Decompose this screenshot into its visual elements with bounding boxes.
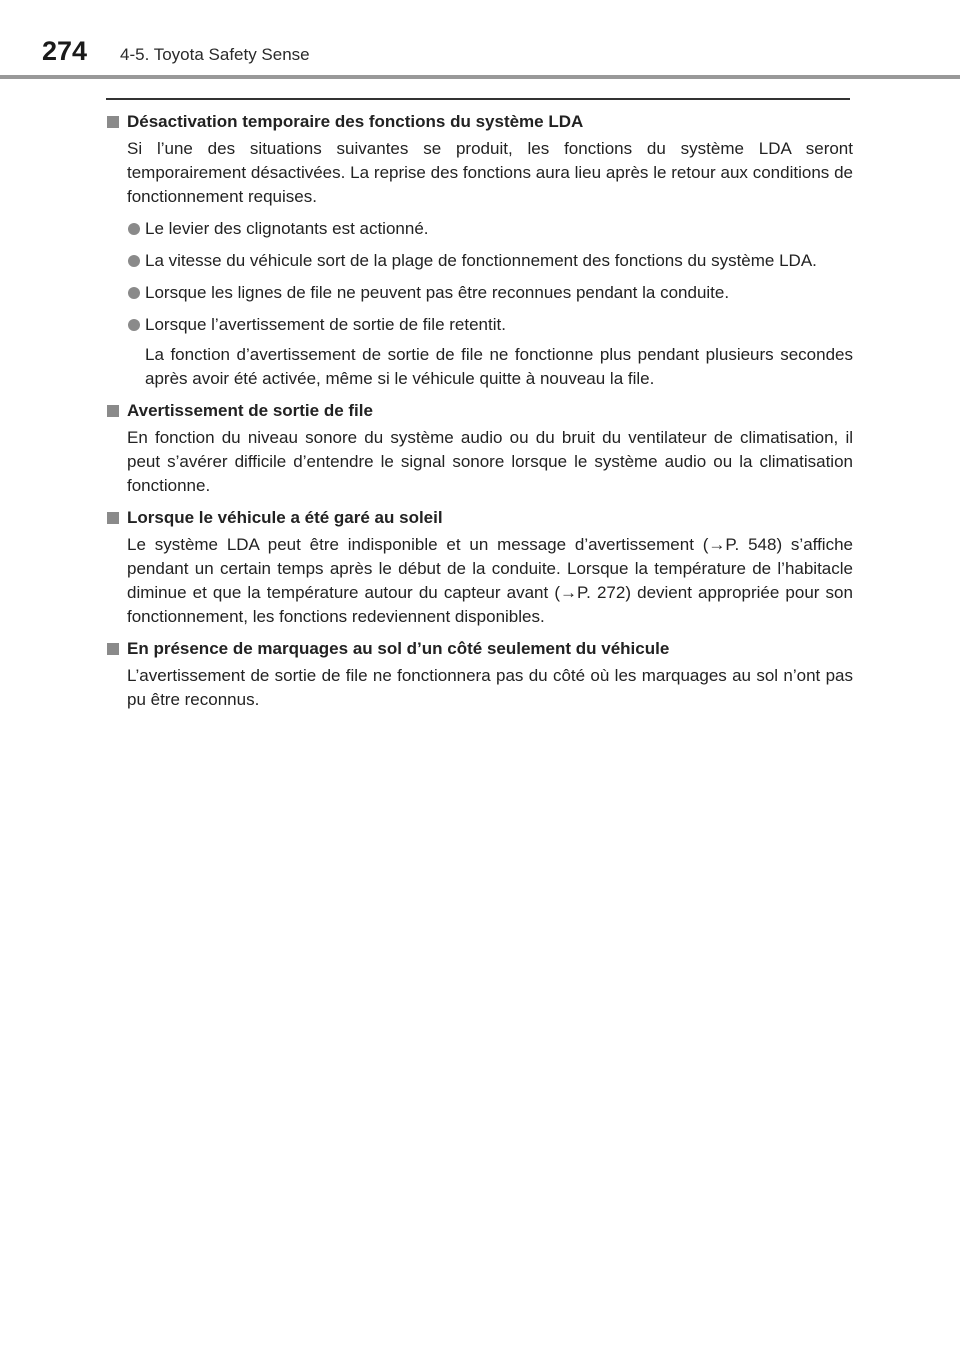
square-bullet-icon <box>107 116 119 128</box>
section-heading <box>106 506 853 530</box>
list-item-note: La fonction d’avertissement de sortie de file ne fonctionne plus pendant plusieurs secondes après avoir été activée, même si le véhicule quitte à nouveau la file. <box>145 345 853 388</box>
list-item <box>106 249 853 273</box>
header-divider <box>0 75 960 79</box>
circle-bullet-icon <box>128 287 140 299</box>
section-lda-temporary-deactivation <box>106 110 853 391</box>
section-intro: Si l’une des situations suivantes se produit, les fonctions du système LDA seront temporairement désactivées. La reprise des fonctions aura lieu après le retour aux conditions de fonctionnement requises. <box>127 139 853 206</box>
list-item <box>106 281 853 305</box>
circle-bullet-icon <box>128 255 140 267</box>
section-one-side-markings <box>106 637 853 712</box>
section-title: 4-5. Toyota Safety Sense <box>120 45 310 64</box>
page-reference-link[interactable]: →P. 272 <box>560 583 626 602</box>
square-bullet-icon <box>107 405 119 417</box>
section-lane-departure-warning <box>106 399 853 498</box>
square-bullet-icon <box>107 512 119 524</box>
list-item-text: Le levier des clignotants est actionné. <box>145 219 429 238</box>
page-header <box>0 0 960 80</box>
list-item-text: La vitesse du véhicule sort de la plage de fonctionnement des fonctions du système LDA. <box>145 251 817 270</box>
section-text: En fonction du niveau sonore du système audio ou du bruit du ventilateur de climatisation, il peut s’avérer difficile d’entendre le signal sonore lorsque le système audio ou la climatisation fonctionne. <box>127 428 853 495</box>
page-number: 274 <box>42 36 88 66</box>
section-heading-text: En présence de marquages au sol d’un côté seulement du véhicule <box>127 639 670 658</box>
circle-bullet-icon <box>128 319 140 331</box>
square-bullet-icon <box>107 643 119 655</box>
page-reference-link[interactable]: →P. 548 <box>708 535 777 554</box>
section-heading-text: Désactivation temporaire des fonctions du système LDA <box>127 112 584 131</box>
list-item-text: Lorsque l’avertissement de sortie de file retentit. <box>145 315 506 334</box>
circle-bullet-icon <box>128 223 140 235</box>
section-heading <box>106 110 853 134</box>
list-item <box>106 313 853 337</box>
section-parked-in-sun <box>106 506 853 629</box>
section-text: L’avertissement de sortie de file ne fonctionnera pas du côté où les marquages au sol n’ont pas pu être reconnus. <box>127 666 853 709</box>
section-heading-text: Avertissement de sortie de file <box>127 401 373 420</box>
section-heading <box>106 637 853 661</box>
text-fragment: Le système LDA peut être indisponible et un message d’avertissement ( <box>127 535 709 554</box>
content-divider <box>106 98 850 100</box>
text-fragment: ) s’affiche pendant un certain temps après le début de la conduite. Lorsque la température de l’habitacle diminue et que la température autour du capteur avant ( <box>127 535 853 602</box>
section-heading <box>106 399 853 423</box>
list-item <box>106 217 853 241</box>
page-content <box>106 110 853 718</box>
list-item-text: Lorsque les lignes de file ne peuvent pas être reconnues pendant la conduite. <box>145 283 730 302</box>
text-fragment: ) devient appropriée pour son fonctionnement, les fonctions redeviennent disponibles. <box>127 583 853 626</box>
section-heading-text: Lorsque le véhicule a été garé au soleil <box>127 508 443 527</box>
section-text <box>106 533 853 629</box>
